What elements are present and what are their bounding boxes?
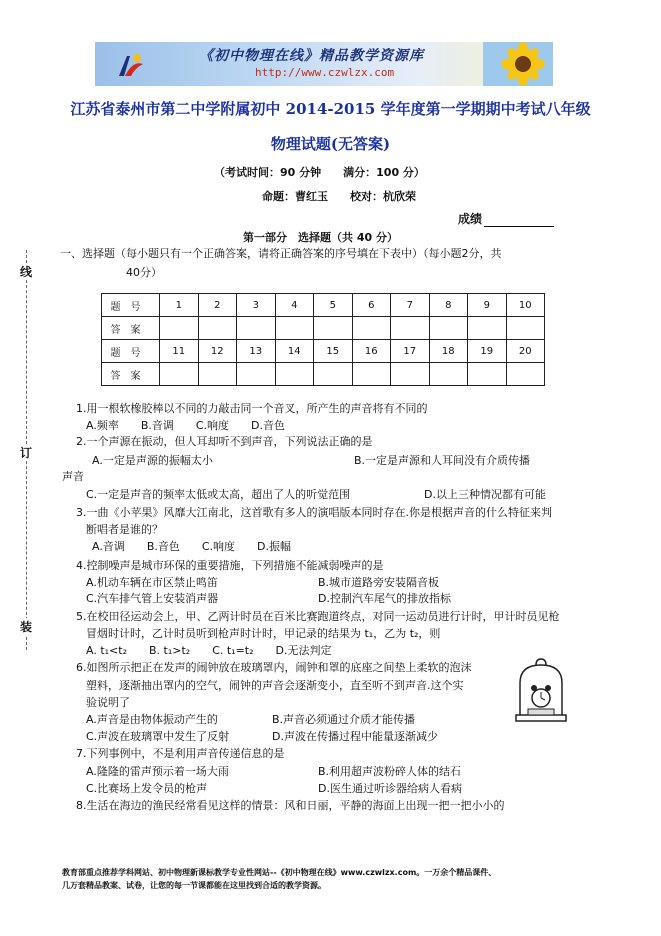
margin-label-bind: 装: [20, 620, 33, 634]
question-3: 3.一曲《小苹果》风靡大江南北，这首歌有多人的演唱版本同时存在.你是根据声音的什么特征来判: [76, 506, 552, 519]
table-cell: 4: [275, 294, 314, 317]
score-field: [458, 210, 554, 227]
answer-cell[interactable]: [391, 317, 430, 340]
exam-authors: 命题：曹红玉 校对：杭欣荣: [262, 190, 416, 203]
table-cell: 5: [314, 294, 353, 317]
table-cell: 12: [198, 340, 237, 363]
answer-cell[interactable]: [198, 317, 237, 340]
question-7-option-a: A.隆隆的雷声预示着一场大雨: [86, 765, 229, 778]
table-cell: 9: [468, 294, 507, 317]
table-cell: 8: [429, 294, 468, 317]
section-line-2: 40分）: [126, 266, 162, 279]
exam-title: 江苏省泰州市第二中学附属初中 2014-2015 学年度第一学期期中考试八年级: [70, 100, 591, 118]
table-row: [102, 317, 545, 340]
question-7-option-d: D.医生通过听诊器给病人看病: [318, 782, 462, 795]
question-2-option-a: A.一定是声源的振幅太小: [92, 454, 213, 467]
banner-title: 《初中物理在线》精品教学资源库: [199, 48, 424, 64]
exam-subtitle: 物理试题(无答案): [270, 135, 391, 153]
table-cell: 14: [275, 340, 314, 363]
page-footer: [62, 866, 602, 892]
question-5-options: A. t₁<t₂ B. t₁>t₂ C. t₁=t₂ D.无法判定: [86, 644, 332, 657]
header-banner: [95, 42, 553, 86]
question-3-options: A.音调 B.音色 C.响度 D.振幅: [92, 540, 292, 553]
table-row: [102, 294, 545, 317]
answer-cell[interactable]: [506, 363, 545, 386]
question-6-option-b: B.声音必须通过介质才能传播: [272, 713, 416, 726]
table-cell: 18: [429, 340, 468, 363]
answer-cell[interactable]: [391, 363, 430, 386]
footer-line-1: 教育部重点推荐学科网站、初中物理新课标教学专业性网站--《初中物理在线》www.czwlzx.com。一万余个精品课件、: [62, 868, 497, 877]
table-cell: 19: [468, 340, 507, 363]
answer-table: [101, 293, 545, 386]
table-cell: 20: [506, 340, 545, 363]
answer-cell[interactable]: [314, 317, 353, 340]
answer-label: 答案: [102, 317, 160, 340]
answer-cell[interactable]: [160, 317, 199, 340]
number-label: 题号: [102, 340, 160, 363]
answer-cell[interactable]: [314, 363, 353, 386]
question-5-cont: 冒烟时计时，乙计时员听到枪声时计时，甲记录的结果为 t₁，乙为 t₂，则: [86, 627, 441, 640]
question-7-option-c: C.比赛场上发令员的枪声: [86, 782, 208, 795]
question-2: 2.一个声源在振动，但人耳却听不到声音，下列说法正确的是: [76, 435, 373, 448]
table-cell: 16: [352, 340, 391, 363]
section-instructions: [60, 244, 560, 282]
margin-label-order: 订: [20, 446, 33, 460]
question-7-option-b: B.利用超声波粉碎人体的结石: [318, 765, 462, 778]
table-cell: 15: [314, 340, 353, 363]
table-cell: 2: [198, 294, 237, 317]
exam-info: （考试时间：90 分钟 满分：100 分）: [214, 166, 425, 179]
question-6-cont2: 验说明了: [86, 696, 130, 709]
answer-cell[interactable]: [429, 363, 468, 386]
answer-cell[interactable]: [468, 363, 507, 386]
answer-cell[interactable]: [506, 317, 545, 340]
bell-jar-alarm-clock-icon: [514, 657, 568, 725]
table-cell: 13: [237, 340, 276, 363]
answer-cell[interactable]: [275, 317, 314, 340]
answer-cell[interactable]: [468, 317, 507, 340]
question-8: 8.生活在海边的渔民经常看见这样的情景：风和日丽，平静的海面上出现一把一把小小的: [76, 799, 505, 812]
answer-label: 答案: [102, 363, 160, 386]
answer-cell[interactable]: [237, 363, 276, 386]
question-1-options: A.频率 B.音调 C.响度 D.音色: [86, 419, 286, 432]
table-cell: 10: [506, 294, 545, 317]
question-6: 6.如图所示把正在发声的闹钟放在玻璃罩内，闹钟和罩的底座之间垫上柔软的泡沫: [76, 661, 472, 674]
question-6-option-a: A.声音是由物体振动产生的: [86, 713, 218, 726]
question-1: 1.用一根软橡胶棒以不同的力敲击同一个音叉，所产生的声音将有不同的: [76, 402, 428, 415]
table-cell: 3: [237, 294, 276, 317]
question-2-option-c: C.一定是声音的频率太低或太高，超出了人的听觉范围: [86, 488, 351, 501]
question-3-cont: 断唱者是谁的？: [86, 523, 163, 536]
table-cell: 1: [160, 294, 199, 317]
question-6-cont: 塑料，逐渐抽出罩内的空气，闹钟的声音会逐渐变小，直至听不到声音.这个实: [86, 679, 464, 692]
question-2-option-b-cont: 声音: [62, 470, 84, 483]
score-label: 成绩: [458, 212, 483, 226]
footer-line-2: 几万套精品教案、试卷，让您的每一节课都能在这里找到合适的教学资源。: [62, 881, 326, 890]
answer-cell[interactable]: [275, 363, 314, 386]
question-2-option-d: D.以上三种情况都有可能: [424, 488, 546, 501]
banner-url[interactable]: http://www.czwlzx.com: [255, 66, 395, 79]
question-6-option-d: D.声波在传播过程中能量逐渐减少: [272, 730, 438, 743]
table-row: [102, 363, 545, 386]
question-4-option-a: A.机动车辆在市区禁止鸣笛: [86, 576, 218, 589]
answer-cell[interactable]: [352, 317, 391, 340]
score-blank[interactable]: [484, 215, 554, 227]
answer-cell[interactable]: [160, 363, 199, 386]
table-cell: 11: [160, 340, 199, 363]
question-7: 7.下列事例中，不是利用声音传递信息的是: [76, 747, 285, 760]
table-row: [102, 340, 545, 363]
section-line-1: 一、选择题（每小题只有一个正确答案，请将正确答案的序号填在下表中）（每小题2分，共: [60, 247, 502, 260]
answer-cell[interactable]: [237, 317, 276, 340]
table-cell: 17: [391, 340, 430, 363]
answer-cell[interactable]: [198, 363, 237, 386]
question-2-option-b: B.一定是声源和人耳间没有介质传播: [354, 454, 531, 467]
question-5: 5.在校田径运动会上，甲、乙两计时员在百米比赛跑道终点，对同一运动员进行计时，甲计时员见枪: [76, 610, 560, 623]
sunflower-icon: [483, 42, 553, 86]
answer-cell[interactable]: [429, 317, 468, 340]
part-heading: 第一部分 选择题（共 40 分）: [243, 231, 398, 244]
question-6-option-c: C.声波在玻璃罩中发生了反射: [86, 730, 230, 743]
question-4: 4.控制噪声是城市环保的重要措施，下列措施不能减弱噪声的是: [76, 559, 384, 572]
answer-cell[interactable]: [352, 363, 391, 386]
number-label: 题号: [102, 294, 160, 317]
table-cell: 6: [352, 294, 391, 317]
table-cell: 7: [391, 294, 430, 317]
margin-label-line: 线: [20, 265, 33, 279]
site-logo-icon: [115, 50, 145, 80]
question-4-option-c: C.汽车排气管上安装消声器: [86, 592, 219, 605]
question-4-option-d: D.控制汽车尾气的排放指标: [318, 592, 451, 605]
question-4-option-b: B.城市道路旁安装隔音板: [318, 576, 440, 589]
